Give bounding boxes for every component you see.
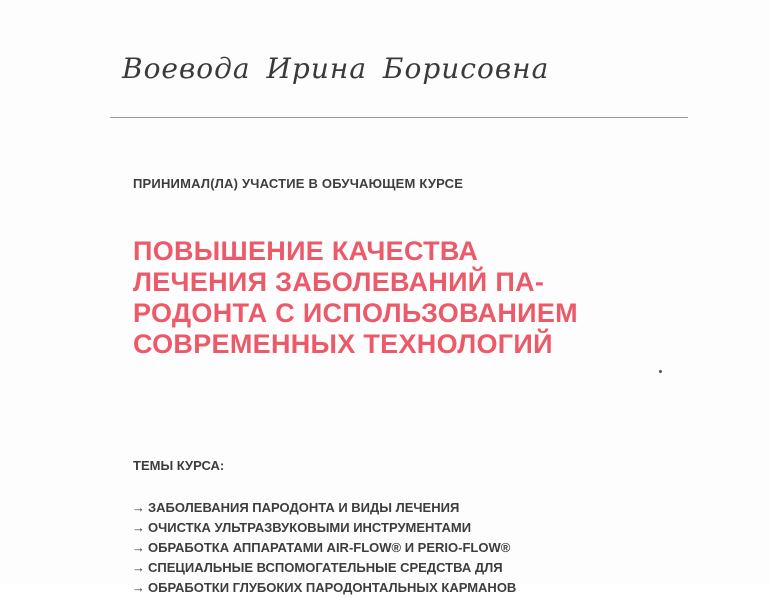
list-item <box>132 518 516 538</box>
name-underline <box>110 117 688 118</box>
list-item <box>132 558 516 578</box>
course-title-line: ЛЕЧЕНИЯ ЗАБОЛЕВАНИЙ ПА- <box>133 267 545 297</box>
topic-label: СПЕЦИАЛЬНЫЕ ВСПОМОГАТЕЛЬНЫЕ СРЕДСТВА ДЛЯ <box>148 560 503 575</box>
stray-dot <box>659 370 662 373</box>
course-title-line: СОВРЕМЕННЫХ ТЕХНОЛОГИЙ <box>133 329 553 359</box>
topic-label: ОБРАБОТКА АППАРАТАМИ AIR-FLOW® И PERIO-FLOW® <box>148 540 511 555</box>
topic-label: ОБРАБОТКИ ГЛУБОКИХ ПАРОДОНТАЛЬНЫХ КАРМАНОВ <box>148 580 517 595</box>
topics-heading: ТЕМЫ КУРСА: <box>133 458 225 473</box>
arrow-right-icon: → <box>132 560 145 575</box>
topics-list <box>132 498 516 598</box>
topic-label: ОЧИСТКА УЛЬТРАЗВУКОВЫМИ ИНСТРУМЕНТАМИ <box>148 520 472 535</box>
list-item <box>132 498 516 518</box>
course-title-line: ПОВЫШЕНИЕ КАЧЕСТВА <box>133 236 479 266</box>
recipient-name: Воевода Ирина Борисовна <box>122 52 550 85</box>
arrow-right-icon: → <box>132 580 145 595</box>
arrow-right-icon: → <box>132 500 145 515</box>
topic-label: ЗАБОЛЕВАНИЯ ПАРОДОНТА И ВИДЫ ЛЕЧЕНИЯ <box>148 500 460 515</box>
participation-text: ПРИНИМАЛ(ЛА) УЧАСТИЕ В ОБУЧАЮЩЕМ КУРСЕ <box>133 176 464 191</box>
course-title <box>133 236 693 360</box>
list-item <box>132 578 516 598</box>
arrow-right-icon: → <box>132 520 145 535</box>
course-title-line: РОДОНТА С ИСПОЛЬЗОВАНИЕМ <box>133 298 578 328</box>
list-item <box>132 538 516 558</box>
arrow-right-icon: → <box>132 540 145 555</box>
